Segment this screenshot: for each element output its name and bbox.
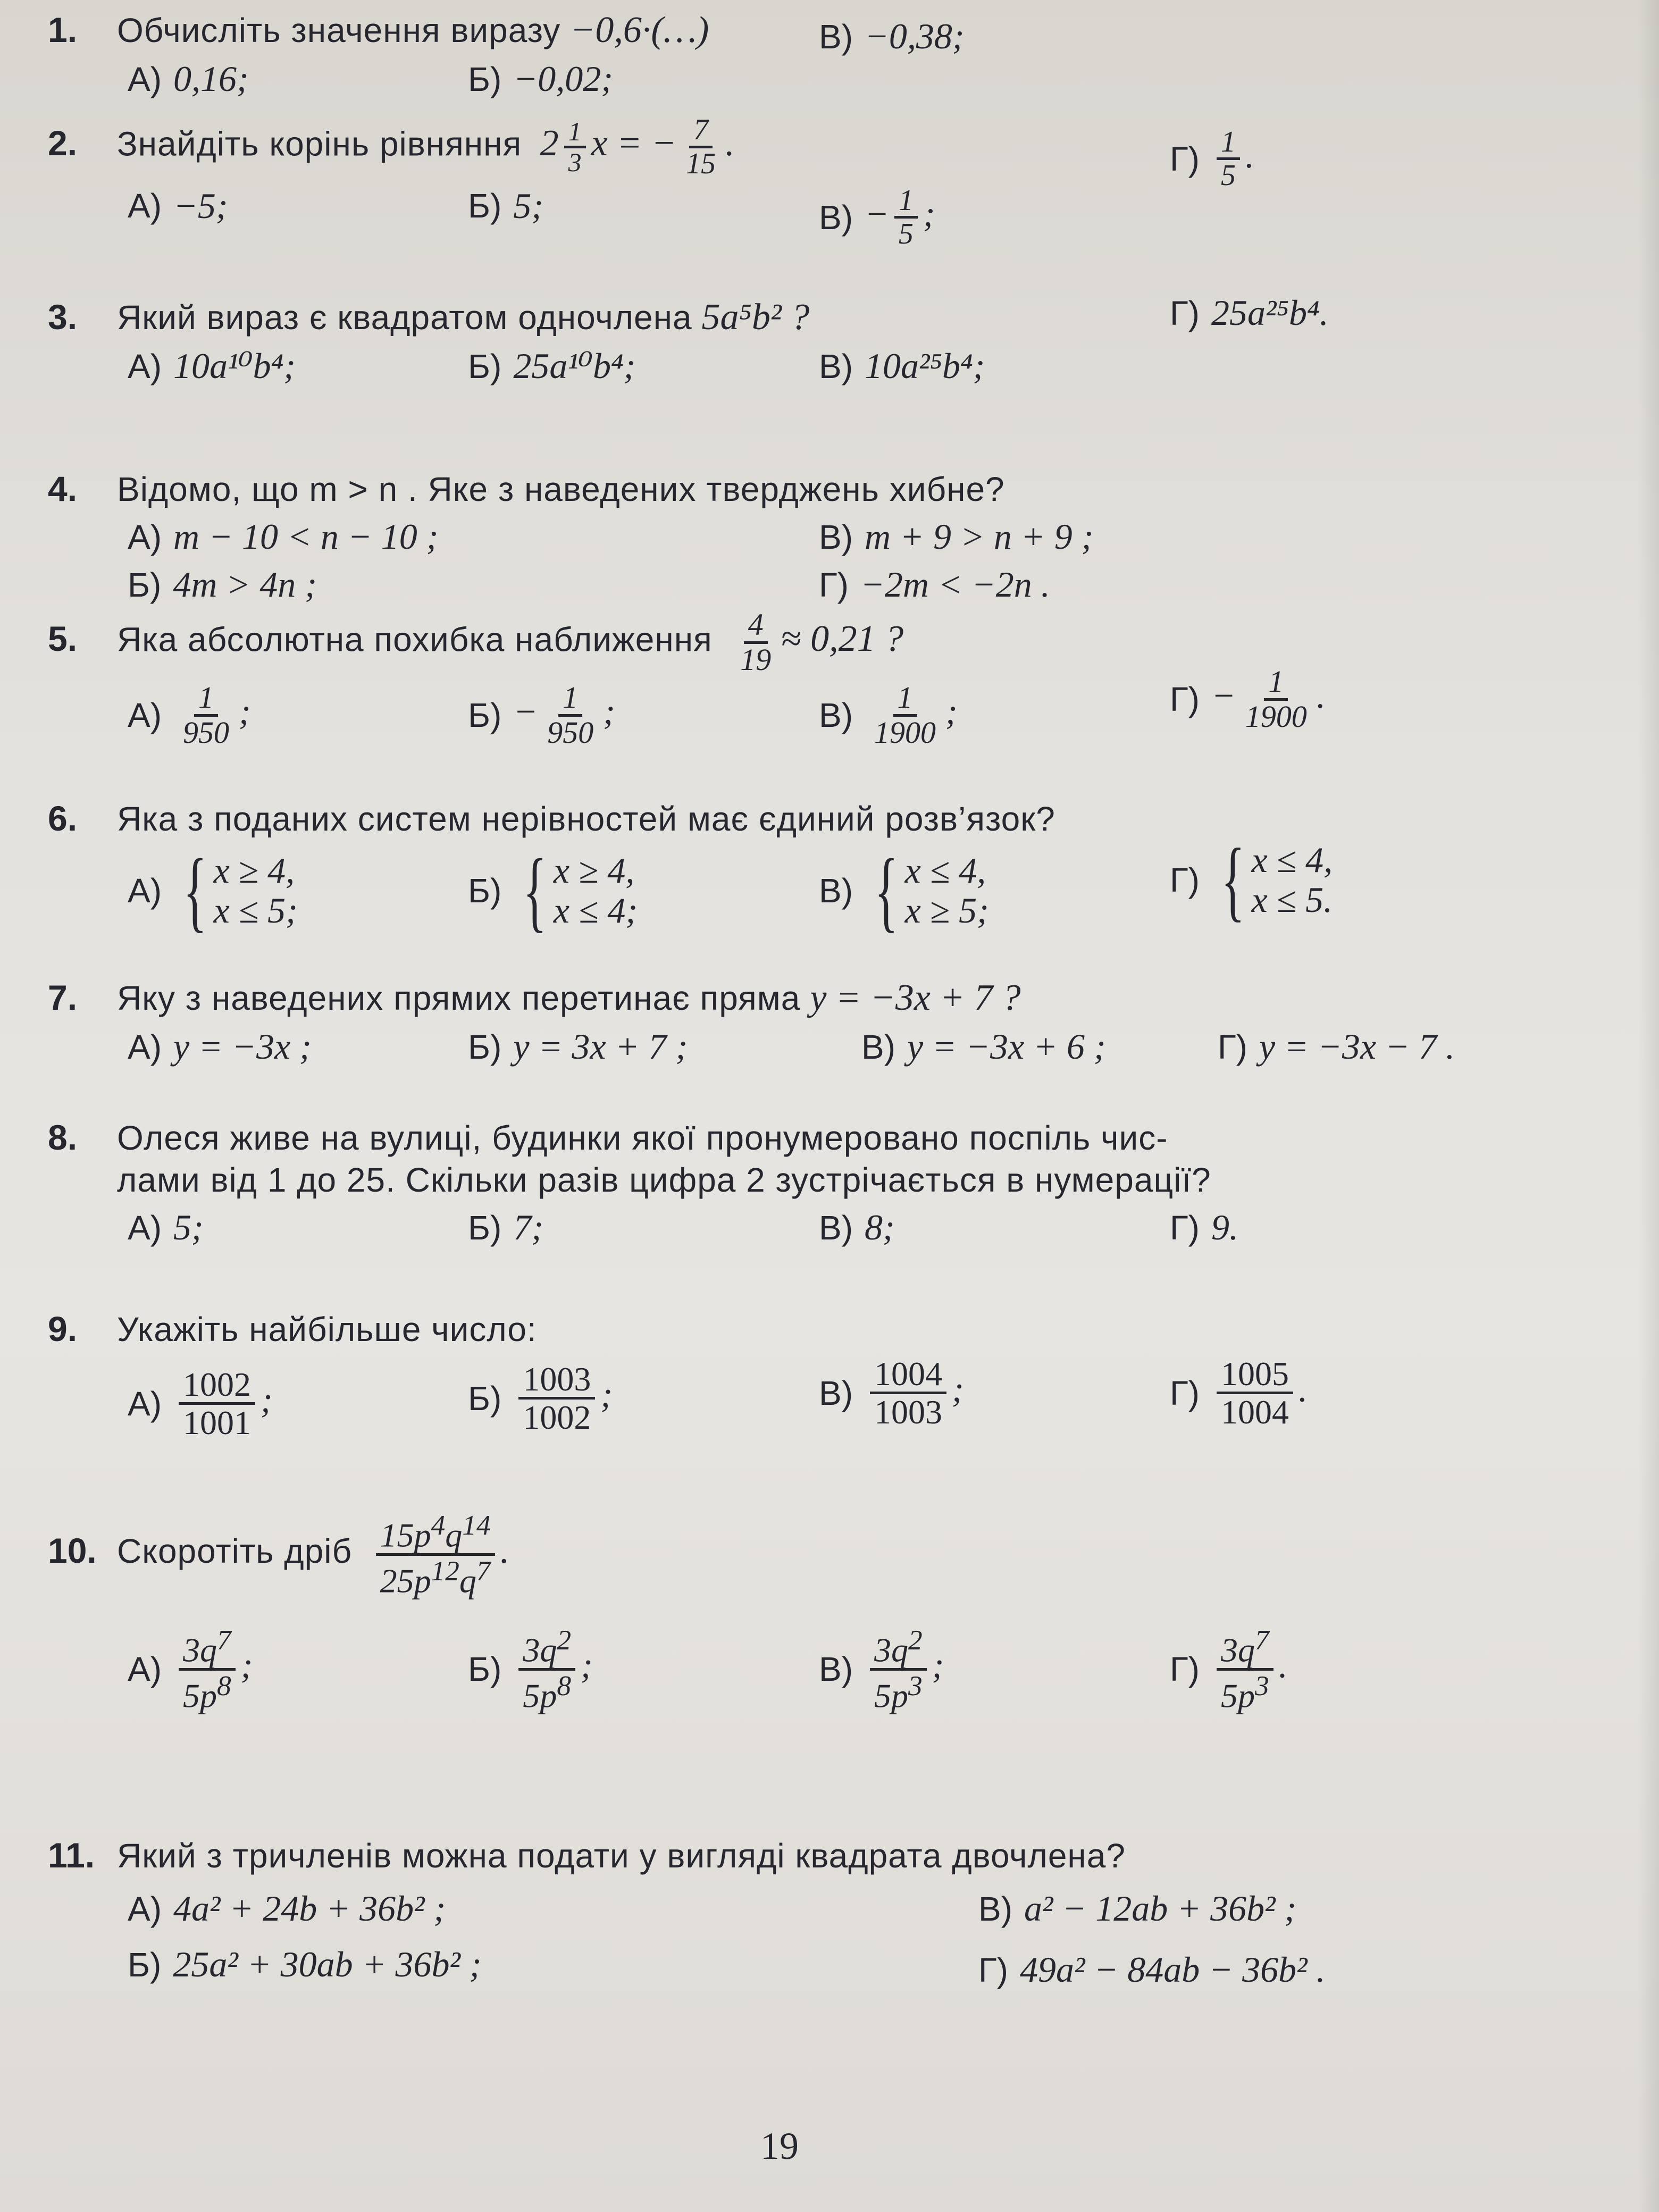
question-text: Обчисліть значення виразу — [117, 11, 561, 49]
option-d[interactable]: Г) { x ≤ 4, x ≤ 5. — [1170, 830, 1333, 931]
option-c[interactable]: В) −0,38; — [819, 16, 965, 56]
option-b[interactable]: Б) $\frac{3q^2}{5p^8}$ ; — [468, 1624, 593, 1714]
question-math: $\frac{4}{19}$ ≈ 0,21 ? — [740, 607, 904, 677]
options — [48, 664, 1601, 761]
option-c[interactable]: В) $\frac{3q^2}{5p^3}$ ; — [819, 1624, 944, 1714]
option-c[interactable]: В) 8; — [819, 1207, 895, 1248]
option-a[interactable]: А) { x ≥ 4, x ≤ 5; — [128, 841, 298, 941]
question-9 — [48, 1308, 1601, 1457]
question-text: Який вираз є квадратом одночлена — [117, 298, 692, 337]
options — [48, 1625, 1601, 1742]
question-text: Яка з поданих систем нерівностей має єдиний розв’язок? — [117, 800, 1055, 838]
question-math: y = −3x + 7 ? — [810, 977, 1021, 1018]
question-math: $\frac{15p^4q^{14}}{25p^{12}q^7}$ . — [371, 1530, 510, 1571]
option-d[interactable]: Г) −2m < −2n . — [819, 564, 1050, 605]
option-d[interactable]: Г) $\frac{1005}{1004}$ . — [1170, 1355, 1308, 1431]
option-d[interactable]: Г) 9. — [1170, 1207, 1238, 1248]
option-a[interactable]: А) $\frac{1002}{1001}$ ; — [128, 1365, 273, 1442]
page-number: 19 — [760, 2125, 799, 2167]
option-d[interactable]: Г) y = −3x − 7 . — [1218, 1026, 1455, 1067]
option-d[interactable]: Г) $\frac{3q^7}{5p^3}$ . — [1170, 1624, 1288, 1714]
option-b[interactable]: Б) 25a¹⁰b⁴; — [468, 346, 636, 386]
question-number: 5. — [48, 619, 78, 659]
option-b[interactable]: Б) 5; — [468, 185, 543, 226]
option-a[interactable]: А) m − 10 < n − 10 ; — [128, 516, 439, 557]
option-c[interactable]: В) 10a²⁵b⁴; — [819, 346, 985, 386]
option-a[interactable]: А) $\frac{3q^7}{5p^8}$ ; — [128, 1624, 253, 1714]
option-b[interactable]: Б) 7; — [468, 1207, 543, 1248]
option-d[interactable]: Г) $\frac{1}{5}$ . — [1170, 125, 1254, 192]
question-math: 5a⁵b² ? — [701, 297, 810, 338]
option-b[interactable]: Б) 4m > 4n ; — [128, 564, 317, 605]
option-c[interactable]: В) $\frac{1004}{1003}$ ; — [819, 1355, 964, 1431]
option-d[interactable]: Г) 49a² − 84ab − 36b² . — [978, 1949, 1326, 1990]
question-text: Укажіть найбільше число: — [117, 1310, 537, 1348]
option-a[interactable]: А) 4a² + 24b + 36b² ; — [128, 1888, 446, 1929]
options — [48, 1026, 1601, 1074]
question-number: 1. — [48, 10, 78, 49]
option-d[interactable]: Г) − $\frac{1}{1900}$ . — [1170, 664, 1326, 734]
question-text: Яка абсолютна похибка наближення — [117, 620, 713, 659]
question-math: −0,6·(…) — [570, 10, 709, 51]
question-text-continued: лами від 1 до 25. Скільки разів цифра 2 зустрічається в нумерації? — [117, 1161, 1211, 1200]
question-7 — [48, 976, 1601, 1074]
option-c[interactable]: В) y = −3x + 6 ; — [861, 1026, 1106, 1067]
option-c[interactable]: В) − $\frac{1}{5}$ ; — [819, 183, 935, 251]
page-edge-shadow — [1638, 0, 1659, 2212]
option-c[interactable]: В) $\frac{1}{1900}$ ; — [819, 680, 958, 750]
question-4 — [48, 468, 1601, 611]
options — [48, 1888, 1601, 1994]
question-3 — [48, 292, 1601, 393]
options — [48, 830, 1601, 952]
question-number: 6. — [48, 799, 78, 838]
option-b[interactable]: Б) −0,02; — [468, 58, 613, 99]
question-text: Скоротіть дріб — [117, 1532, 353, 1571]
question-text: Олеся живе на вулиці, будинки якої пронумеровано поспіль чис- — [117, 1119, 1168, 1157]
question-number: 9. — [48, 1309, 78, 1348]
option-c[interactable]: В) { x ≤ 4, x ≥ 5; — [819, 841, 989, 941]
option-b[interactable]: Б) − $\frac{1}{950}$ ; — [468, 680, 615, 750]
question-number: 2. — [48, 123, 78, 163]
question-number: 10. — [48, 1531, 97, 1571]
question-text: Знайдіть корінь рівняння — [117, 124, 522, 163]
option-a[interactable]: А) 10a¹⁰b⁴; — [128, 346, 296, 386]
question-text: Який з тричленів можна подати у вигляді квадрата двочлена? — [117, 1837, 1126, 1875]
question-text: Яку з наведених прямих перетинає пряма — [117, 979, 801, 1017]
question-10 — [48, 1510, 1601, 1742]
question-1 — [48, 8, 1601, 111]
question-number: 8. — [48, 1118, 78, 1157]
option-c[interactable]: В) m + 9 > n + 9 ; — [819, 516, 1094, 557]
option-d[interactable]: Г) 25a²⁵b⁴. — [1170, 292, 1329, 333]
option-a[interactable]: А) 5; — [128, 1207, 204, 1248]
option-b[interactable]: Б) y = 3x + 7 ; — [468, 1026, 688, 1067]
option-b[interactable]: Б) 25a² + 30ab + 36b² ; — [128, 1944, 482, 1985]
question-11 — [48, 1834, 1601, 1994]
options — [48, 1356, 1601, 1457]
options — [48, 516, 1601, 611]
options — [48, 1206, 1601, 1254]
question-2 — [48, 114, 1601, 265]
question-text: Відомо, що m > n . Яке з наведених тверджень хибне? — [117, 470, 1005, 508]
question-number: 3. — [48, 297, 78, 337]
option-a[interactable]: А) −5; — [128, 185, 228, 226]
option-b[interactable]: Б) { x ≥ 4, x ≤ 4; — [468, 841, 638, 941]
option-c[interactable]: В) a² − 12ab + 36b² ; — [978, 1888, 1297, 1929]
question-5 — [48, 609, 1601, 761]
option-a[interactable]: А) $\frac{1}{950}$ ; — [128, 680, 251, 750]
question-8 — [48, 1117, 1601, 1254]
question-number: 7. — [48, 978, 78, 1017]
question-6 — [48, 798, 1601, 952]
option-a[interactable]: А) 0,16; — [128, 58, 249, 99]
option-a[interactable]: А) y = −3x ; — [128, 1026, 312, 1067]
question-math: 2 $\frac{1}{3}$ x = − $\frac{7}{15}$ . — [540, 113, 735, 180]
option-b[interactable]: Б) $\frac{1003}{1002}$ ; — [468, 1360, 613, 1437]
question-number: 11. — [48, 1836, 95, 1875]
question-number: 4. — [48, 469, 78, 508]
